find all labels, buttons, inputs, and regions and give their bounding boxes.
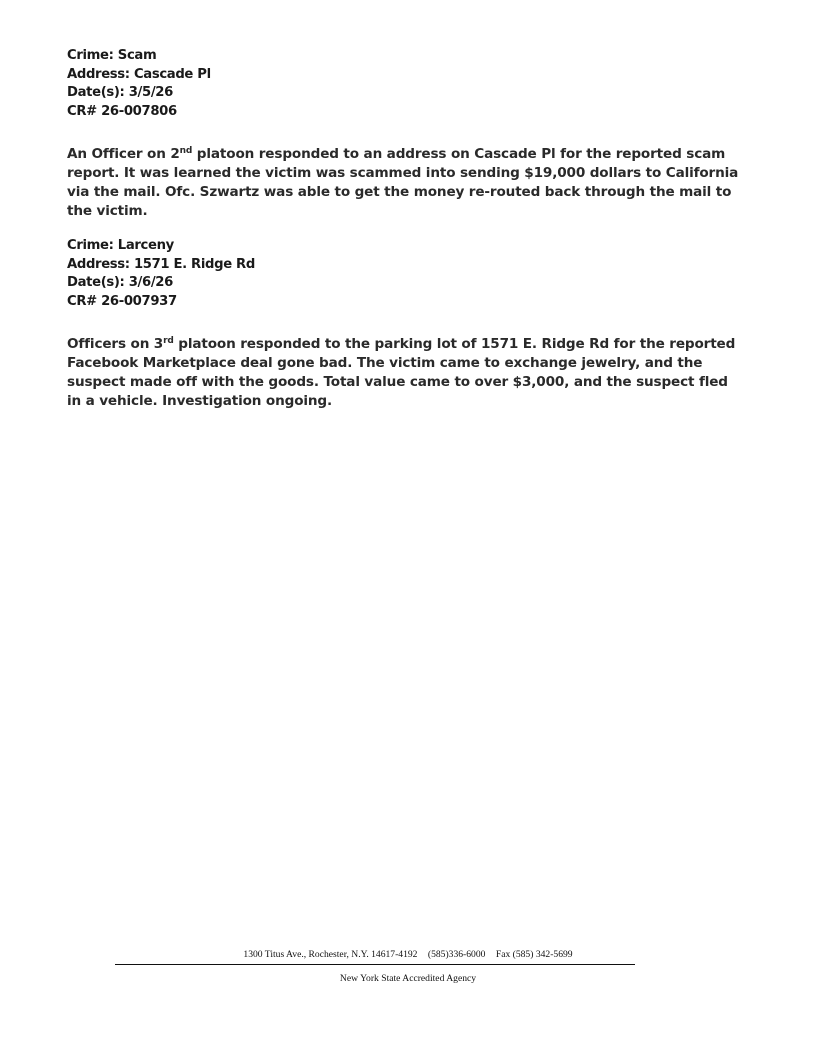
crime-type: Crime: Larceny [67, 238, 174, 253]
narrative-line: via the mail. Ofc. Szwartz was able to get the money re-routed back through the mail to [67, 184, 732, 200]
incident-header-larceny [67, 237, 255, 311]
incident-dates: Date(s): 3/6/26 [67, 275, 173, 291]
footer-divider [115, 964, 635, 965]
narrative-line: report. It was learned the victim was scammed into sending $19,000 dollars to California [67, 165, 739, 181]
incident-address: Address: 1571 E. Ridge Rd [67, 256, 255, 272]
footer-street-address: 1300 Titus Ave., Rochester, N.Y. 14617-4192 [243, 949, 418, 960]
footer-fax: Fax (585) 342-5699 [495, 949, 573, 960]
incident-dates: Date(s): 3/5/26 [67, 85, 173, 101]
footer-accreditation: New York State Accredited Agency [339, 973, 477, 984]
incident-header-scam [67, 47, 211, 121]
narrative-line: suspect made off with the goods. Total value came to over $3,000, and the suspect fled [67, 374, 728, 390]
narrative-line: Facebook Marketplace deal gone bad. The victim came to exchange jewelry, and the [67, 355, 703, 371]
incident-narrative-scam [67, 145, 747, 221]
narrative-line: the victim. [67, 203, 148, 219]
incident-address: Address: Cascade Pl [67, 66, 211, 82]
case-number: CR# 26-007937 [67, 293, 177, 309]
footer-contact [0, 949, 816, 960]
narrative-line: An Officer on 2nd platoon responded to an address on Cascade Pl for the reported scam [67, 146, 726, 162]
case-number: CR# 26-007806 [67, 103, 177, 119]
crime-type: Crime: Scam [67, 48, 157, 63]
narrative-line: in a vehicle. Investigation ongoing. [67, 393, 333, 409]
narrative-line: Officers on 3rd platoon responded to the parking lot of 1571 E. Ridge Rd for the reported [67, 336, 736, 352]
footer-phone: (585)336-6000 [427, 949, 486, 960]
incident-narrative-larceny [67, 335, 747, 411]
